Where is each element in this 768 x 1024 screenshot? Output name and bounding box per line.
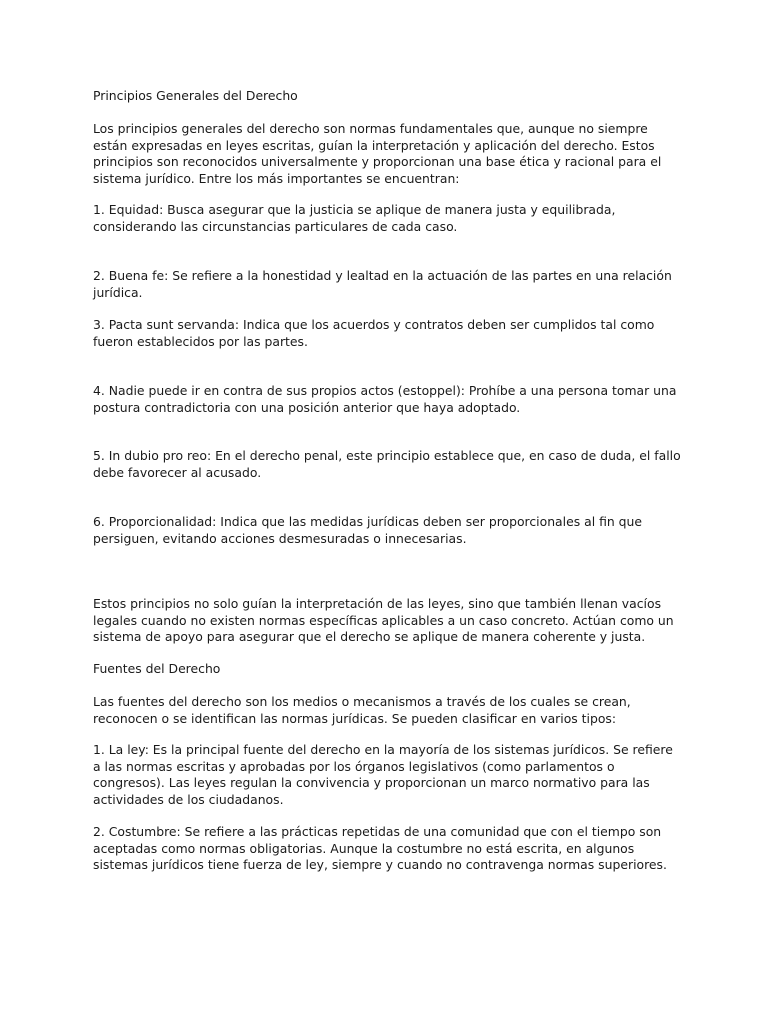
principle-item: 3. Pacta sunt servanda: Indica que los acuerdos y contratos deben ser cumplidos tal como fueron establecidos por las partes.	[93, 317, 655, 349]
principle-item: 4. Nadie puede ir en contra de sus propios actos (estoppel): Prohíbe a una persona tomar una postura contradictoria con una posición anterior que haya adoptado.	[93, 383, 677, 415]
source-item: 2. Costumbre: Se refiere a las prácticas repetidas de una comunidad que con el tiempo son aceptadas como normas obligatorias. Aunque la costumbre no está escrita, en algunos sistemas jurídicos tiene fuerza de ley, siempre y cuando no contravenga normas superiores.	[93, 824, 667, 872]
principle-item: 1. Equidad: Busca asegurar que la justicia se aplique de manera justa y equilibrada, considerando las circunstancias particulares de cada caso.	[93, 202, 616, 234]
principles-conclusion: Estos principios no solo guían la interpretación de las leyes, sino que también llenan vacíos legales cuando no existen normas específicas aplicables a un caso concreto. Actúan como un sistema de apoyo para asegurar que el derecho se aplique de manera coherente y justa.	[93, 596, 674, 644]
heading-fuentes: Fuentes del Derecho	[93, 661, 221, 676]
principle-item: 5. In dubio pro reo: En el derecho penal, este principio establece que, en caso de duda, el fallo debe favorecer al acusado.	[93, 448, 681, 480]
heading-principios: Principios Generales del Derecho	[93, 88, 298, 103]
source-item: 1. La ley: Es la principal fuente del derecho en la mayoría de los sistemas jurídicos. Se refiere a las normas escritas y aprobadas por los órganos legislativos (como parlamentos o congresos). Las leyes regulan la convivencia y proporcionan un marco normativo para las actividades de los ciudadanos.	[93, 742, 673, 807]
principle-item: 6. Proporcionalidad: Indica que las medidas jurídicas deben ser proporcionales al fin que persiguen, evitando acciones desmesuradas o innecesarias.	[93, 514, 643, 546]
principle-item: 2. Buena fe: Se refiere a la honestidad y lealtad en la actuación de las partes en una relación jurídica.	[93, 268, 672, 300]
fuentes-intro: Las fuentes del derecho son los medios o mecanismos a través de los cuales se crean, reconocen o se identifican las normas jurídicas. Se pueden clasificar en varios tipos:	[93, 694, 631, 726]
intro-paragraph: Los principios generales del derecho son normas fundamentales que, aunque no siempre están expresadas en leyes escritas, guían la interpretación y aplicación del derecho. Estos principios son reconocidos universalmente y proporcionan una base ética y racional para el sistema jurídico. Entre los más importantes se encuentran:	[93, 121, 662, 186]
